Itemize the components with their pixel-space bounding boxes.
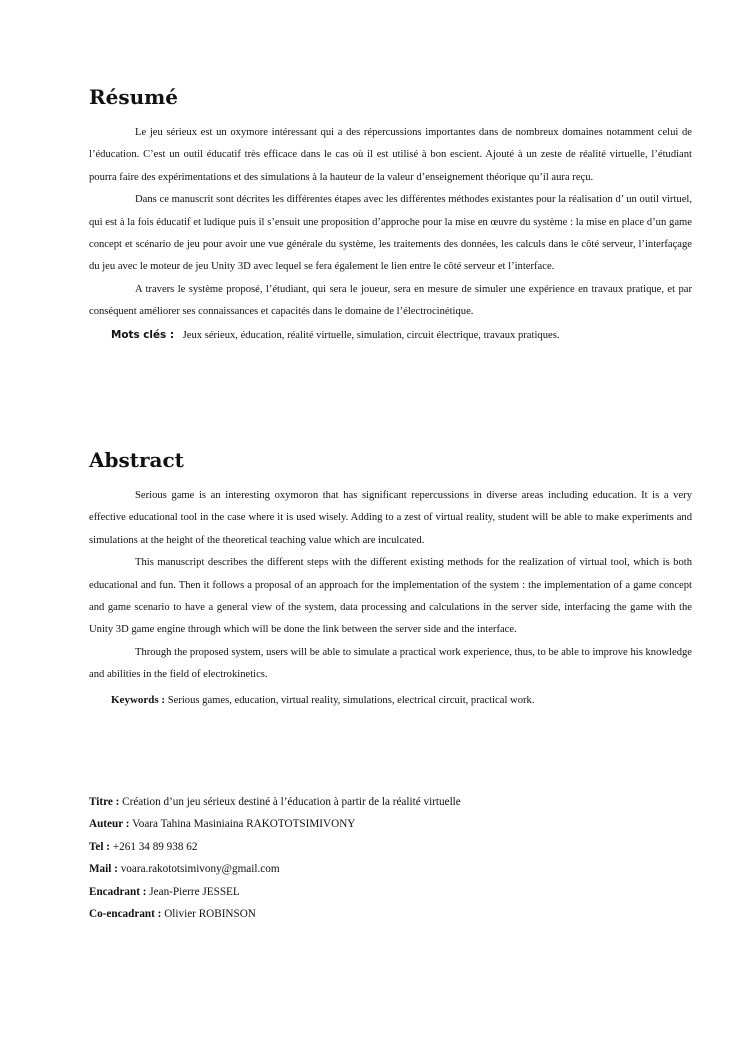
mail-label: Mail : [89, 863, 118, 876]
resume-keywords-label: Mots clés : [111, 328, 174, 341]
mail-value: voara.rakototsimivony@gmail.com [120, 863, 280, 876]
resume-paragraph: Dans ce manuscrit sont décrites les différentes étapes avec les différentes méthodes existantes pour la réalisation d’ un outil virtuel, qui est à la fois éducatif et ludique puis il s’ensuit une proposition d’approche pour la mise en œuvre du système : la mise en place d’un game concept et scénario de jeu pour avoir une vue générale du système, les traitements des données, les calculs dans le côté serveur, l’interfaçage du jeu avec le moteur de jeu Unity 3D avec lequel se fera également le lien entre le côté serveur et l’interface. [89, 194, 692, 273]
abstract-paragraph: This manuscript describes the different steps with the different existing methods for the realization of virtual tool, which is both educational and fun. Then it follows a proposal of an approach for the implementation of the system : the implementation of a game concept and game scenario to have a general view of the system, data processing and calculations in the server side, interfacing the game with the Unity 3D game engine through which will be done the link between the server side and the interface. [89, 557, 692, 636]
auteur-value: Voara Tahina Masiniaina RAKOTOTSIMIVONY [132, 818, 356, 831]
resume-keywords-text: Jeux sérieux, éducation, réalité virtuelle, simulation, circuit électrique, travaux pratiques. [182, 329, 560, 341]
resume-keywords [111, 324, 692, 347]
coencadrant-value: Olivier ROBINSON [164, 907, 256, 920]
resume-paragraph: A travers le système proposé, l’étudiant, qui sera le joueur, sera en mesure de simuler une expérience en travaux pratique, et par conséquent améliorer ses connaissances et capacités dans le domaine de l’électrocinétique. [89, 283, 692, 318]
thesis-info [89, 791, 692, 925]
abstract-heading: Abstract [89, 448, 184, 472]
encadrant-label: Encadrant : [89, 885, 147, 898]
mail-row [89, 858, 692, 880]
abstract-keywords [111, 687, 692, 714]
abstract-paragraph: Serious game is an interesting oxymoron that has significant repercussions in diverse areas including education. It is a very effective educational tool in the case where it is used wisely. Adding to a zest of virtual reality, student will be able to make experiments and simulations at the height of the theoretical teaching value which are inculcated. [89, 490, 692, 546]
auteur-label: Auteur : [89, 818, 130, 831]
titre-label: Titre : [89, 796, 120, 808]
abstract-keywords-label: Keywords : [111, 693, 166, 706]
resume-body [89, 122, 692, 347]
resume-paragraph: Le jeu sérieux est un oxymore intéressant qui a des répercussions importantes dans de nombreux domaines notamment celui de l’éducation. C’est un outil éducatif très efficace dans le cas où il est utilisé à bon escient. Ajouté à un zeste de réalité virtuelle, l’étudiant pourra faire des expérimentations et des simulations à la hauteur de la valeur d’enseignement théorique qu’il aura reçu. [89, 127, 692, 183]
coencadrant-row [89, 903, 692, 925]
coencadrant-label: Co-encadrant : [89, 907, 162, 920]
abstract-body [89, 485, 692, 714]
encadrant-value: Jean-Pierre JESSEL [149, 885, 240, 898]
encadrant-row [89, 881, 692, 903]
tel-value: +261 34 89 938 62 [112, 840, 198, 853]
titre-value: Création d’un jeu sérieux destiné à l’éducation à partir de la réalité virtuelle [122, 796, 461, 808]
tel-label: Tel : [89, 840, 111, 853]
abstract-keywords-text: Serious games, education, virtual reality, simulations, electrical circuit, practical work. [167, 694, 535, 706]
abstract-paragraph: Through the proposed system, users will be able to simulate a practical work experience, thus, to be able to improve his knowledge and abilities in the field of electrokinetics. [89, 646, 692, 681]
tel-row [89, 836, 692, 858]
resume-heading: Résumé [89, 85, 179, 109]
auteur-row [89, 813, 692, 835]
titre-row [89, 791, 692, 813]
